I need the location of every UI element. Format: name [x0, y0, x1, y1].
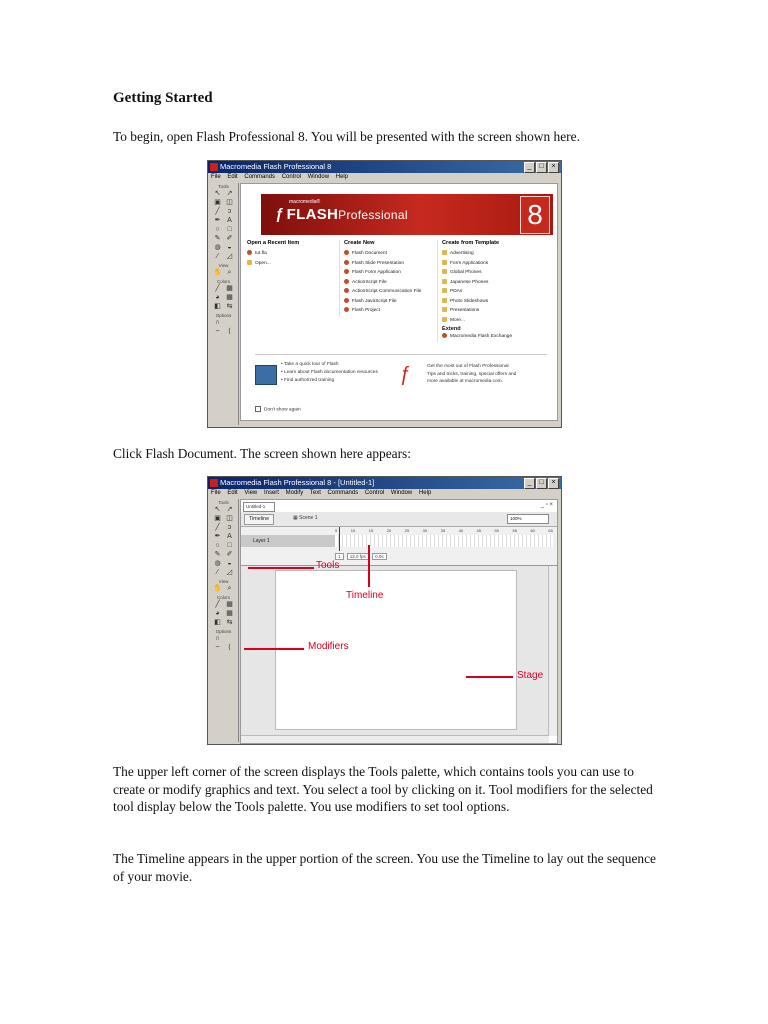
- window-controls: [524, 162, 559, 173]
- tools-arrow: [248, 567, 314, 569]
- create-flash-document[interactable]: Flash Document: [344, 249, 436, 259]
- tools-annotation: Tools: [316, 560, 340, 571]
- pen-tool-icon[interactable]: ✒: [214, 533, 221, 540]
- create-actionscript-file[interactable]: ActionScript File: [344, 278, 436, 288]
- playhead[interactable]: [339, 527, 340, 551]
- project-icon: [344, 307, 349, 312]
- free-transform-icon[interactable]: ▣: [214, 199, 221, 206]
- pencil-tool-icon[interactable]: ✎: [214, 235, 221, 242]
- flash-app-icon: [210, 479, 218, 487]
- open-recent-column: [247, 240, 333, 268]
- stroke-color-icon[interactable]: ╱: [215, 601, 220, 608]
- default-colors-icon[interactable]: ◧: [214, 619, 221, 626]
- from-template-column: [437, 240, 558, 342]
- template-item[interactable]: Global Phones: [442, 268, 558, 278]
- getmost-line: Tips and tricks, training, special offers and: [427, 371, 517, 377]
- document-tab[interactable]: Untitled-1: [243, 502, 275, 512]
- script-icon: [344, 288, 349, 293]
- document-icon: [344, 260, 349, 265]
- folder-icon: [442, 279, 447, 284]
- current-frame: 1: [335, 553, 344, 560]
- flash-app-icon: [210, 163, 218, 171]
- fill-color-icon[interactable]: ◕: [215, 610, 220, 617]
- eyedropper-icon[interactable]: ⁄: [216, 569, 219, 576]
- minimize-icon[interactable]: _: [524, 162, 535, 173]
- exchange-icon: [442, 333, 447, 338]
- menu-insert[interactable]: Insert: [263, 490, 279, 496]
- edit-bar: [241, 512, 557, 527]
- timeline-toggle-button[interactable]: Timeline: [244, 514, 274, 525]
- create-form-application[interactable]: Flash Form Application: [344, 268, 436, 278]
- stroke-color-icon[interactable]: ╱: [215, 285, 220, 292]
- hand-tool-icon[interactable]: ✋: [213, 269, 222, 276]
- line-tool-icon[interactable]: ╱: [215, 524, 220, 531]
- banner-version: 8: [520, 196, 550, 234]
- tip-link[interactable]: • Learn about Flash documentation resources: [281, 370, 378, 375]
- from-template-heading: Create from Template: [442, 240, 500, 246]
- folder-icon: [247, 260, 252, 265]
- window-titlebar: [208, 161, 561, 173]
- zoom-tool-icon[interactable]: ⌕: [227, 585, 232, 592]
- tour-icon: [255, 365, 277, 385]
- menu-control[interactable]: Control: [364, 490, 385, 496]
- window-title: Macromedia Flash Professional 8 - [Untitled-1]: [220, 478, 375, 487]
- elapsed-time: 0.0s: [372, 553, 387, 560]
- menu-help[interactable]: Help: [418, 490, 432, 496]
- start-page-footer: [255, 354, 547, 401]
- document-area: [240, 499, 558, 744]
- minimize-icon[interactable]: _: [524, 478, 535, 489]
- lasso-tool-icon[interactable]: ↄ: [227, 208, 232, 215]
- template-item[interactable]: Photo Slideshows: [442, 297, 558, 307]
- flash-banner: [261, 194, 553, 235]
- tip-link[interactable]: • Find authorized training: [281, 378, 335, 383]
- subselect-tool-icon[interactable]: ↗: [226, 190, 233, 197]
- fill-color-icon[interactable]: ◕: [215, 294, 220, 301]
- banner-flash: FLASH: [286, 206, 339, 223]
- flash-start-screenshot: [207, 160, 562, 428]
- tools-paragraph: The upper left corner of the screen displays the Tools palette, which contains tools you can use to create or modify graphics and text. You select a tool by clicking on it. Tool modifiers for the selected tool display below the Tools palette. You use modifiers to set tool options.: [113, 764, 653, 815]
- tip-link[interactable]: • Take a quick tour of Flash: [281, 362, 339, 367]
- document-close-icon[interactable]: _ ▫ ×: [540, 502, 553, 508]
- ink-bottle-icon[interactable]: ◍: [214, 560, 221, 567]
- document-icon: [344, 250, 349, 255]
- view-section-label: View: [218, 263, 229, 268]
- arrow-tool-icon[interactable]: ↖: [214, 506, 221, 513]
- frame-ruler: 5 10 15 20 25 30 35 40 45 50 55 60 65: [335, 528, 553, 533]
- modifiers-arrow: [244, 648, 304, 650]
- menu-commands[interactable]: Commands: [244, 174, 276, 180]
- flash-f-icon: ƒ: [399, 363, 411, 385]
- oval-tool-icon[interactable]: ○: [215, 226, 220, 233]
- script-icon: [344, 279, 349, 284]
- swap-colors-icon[interactable]: ⇆: [226, 619, 233, 626]
- getmost-line: more available at macromedia.com.: [427, 379, 503, 384]
- extend-heading: Extend: [442, 326, 461, 332]
- template-item[interactable]: Presentations: [442, 306, 558, 316]
- zoom-tool-icon[interactable]: ⌕: [227, 269, 232, 276]
- flash-exchange-link[interactable]: Macromedia Flash Exchange: [442, 332, 558, 342]
- recent-item[interactable]: tut.fla: [247, 249, 333, 259]
- brush-tool-icon[interactable]: ✐: [226, 551, 233, 558]
- brush-tool-icon[interactable]: ✐: [226, 235, 233, 242]
- frame-rate: 12.0 fps: [347, 553, 369, 560]
- dont-show-again[interactable]: Don't show again: [255, 406, 301, 412]
- tools-section-label: Tools: [218, 184, 229, 189]
- straighten-option-icon[interactable]: ⟨: [228, 644, 231, 651]
- paint-bucket-icon[interactable]: ◒: [227, 560, 232, 567]
- fill-swatch-icon[interactable]: ▦: [226, 294, 233, 301]
- ink-bottle-icon[interactable]: ◍: [214, 244, 221, 251]
- stroke-swatch-icon[interactable]: ▦: [226, 601, 233, 608]
- work-area: [241, 566, 557, 736]
- layer-row[interactable]: Layer 1: [241, 535, 343, 547]
- menu-window[interactable]: Window: [390, 490, 413, 496]
- timeline-panel: [241, 527, 557, 566]
- eyedropper-icon[interactable]: ⁄: [216, 253, 219, 260]
- timeline-annotation: Timeline: [346, 590, 384, 601]
- straighten-option-icon[interactable]: ⟨: [228, 328, 231, 335]
- tools-grid: [209, 189, 238, 262]
- template-item[interactable]: Advertising: [442, 249, 558, 259]
- menu-window[interactable]: Window: [307, 174, 330, 180]
- pencil-tool-icon[interactable]: ✎: [214, 551, 221, 558]
- create-javascript-file[interactable]: Flash JavaScript File: [344, 297, 436, 307]
- folder-icon: [442, 298, 447, 303]
- stroke-swatch-icon[interactable]: ▦: [226, 285, 233, 292]
- menu-modify[interactable]: Modify: [285, 490, 304, 496]
- scene-label: ▦ Scene 1: [293, 515, 318, 521]
- create-flash-project[interactable]: Flash Project: [344, 306, 436, 316]
- create-slide-presentation[interactable]: Flash Slide Presentation: [344, 259, 436, 269]
- subselect-tool-icon[interactable]: ↗: [226, 506, 233, 513]
- rect-tool-icon[interactable]: □: [227, 226, 232, 233]
- open-recent-heading: Open a Recent Item: [247, 240, 300, 246]
- zoom-select[interactable]: 100%: [507, 514, 549, 524]
- smooth-option-icon[interactable]: ~: [215, 328, 220, 335]
- click-paragraph: Click Flash Document. The screen shown here appears:: [113, 446, 411, 461]
- banner-macromedia: macromedia®: [289, 199, 321, 205]
- window-title: Macromedia Flash Professional 8: [220, 162, 332, 171]
- flash-logo-icon: ƒ: [275, 206, 284, 223]
- template-item[interactable]: PDAs: [442, 287, 558, 297]
- banner-title: [275, 206, 408, 223]
- menu-help[interactable]: Help: [335, 174, 349, 180]
- options-section-label: Options: [215, 313, 232, 318]
- flash-document-screenshot: [207, 476, 562, 745]
- default-colors-icon[interactable]: ◧: [214, 303, 221, 310]
- tools-grid: [209, 505, 238, 578]
- dont-show-checkbox[interactable]: [255, 406, 261, 412]
- menu-text[interactable]: Text: [309, 490, 321, 496]
- smooth-option-icon[interactable]: ~: [215, 644, 220, 651]
- timeline-paragraph: The Timeline appears in the upper portion of the screen. You use the Timeline to lay out the sequence of your movie.: [113, 851, 656, 884]
- folder-icon: [442, 250, 447, 255]
- start-page: [240, 183, 558, 421]
- banner-professional: Professional: [338, 208, 408, 222]
- tools-panel: [209, 183, 239, 425]
- document-icon: [344, 269, 349, 274]
- fla-file-icon: [247, 250, 252, 255]
- tools-section-label: Tools: [218, 500, 229, 505]
- text-tool-icon[interactable]: A: [227, 217, 232, 224]
- rect-tool-icon[interactable]: □: [227, 542, 232, 549]
- close-icon[interactable]: ×: [548, 162, 559, 173]
- window-titlebar: [208, 477, 561, 489]
- folder-icon: [442, 317, 447, 322]
- stage-arrow: [466, 676, 513, 678]
- menu-file[interactable]: File: [211, 490, 221, 496]
- snap-magnet-icon[interactable]: ∩: [214, 319, 221, 326]
- intro-paragraph: To begin, open Flash Professional 8. You will be presented with the screen shown here.: [113, 129, 580, 144]
- template-item[interactable]: Form Applications: [442, 259, 558, 269]
- oval-tool-icon[interactable]: ○: [215, 542, 220, 549]
- pen-tool-icon[interactable]: ✒: [214, 217, 221, 224]
- stage-annotation: Stage: [517, 670, 544, 681]
- template-item[interactable]: Japanese Phones: [442, 278, 558, 288]
- lasso-tool-icon[interactable]: ↄ: [227, 524, 232, 531]
- horizontal-scrollbar[interactable]: [241, 735, 549, 743]
- script-icon: [344, 298, 349, 303]
- colors-section-label: Colors: [216, 595, 230, 600]
- free-transform-icon[interactable]: ▣: [214, 515, 221, 522]
- menu-view[interactable]: View: [244, 490, 258, 496]
- timeline-arrow: [368, 545, 370, 587]
- menu-file[interactable]: File: [211, 174, 221, 180]
- menu-edit[interactable]: Edit: [227, 174, 238, 180]
- gradient-transform-icon[interactable]: ◫: [226, 199, 233, 206]
- menu-control[interactable]: Control: [281, 174, 302, 180]
- fill-swatch-icon[interactable]: ▦: [226, 610, 233, 617]
- open-item[interactable]: Open...: [247, 259, 333, 269]
- gradient-transform-icon[interactable]: ◫: [226, 515, 233, 522]
- create-communication-file[interactable]: ActionScript Communication File: [344, 287, 436, 297]
- menu-bar: [208, 489, 561, 498]
- arrow-tool-icon[interactable]: ↖: [214, 190, 221, 197]
- maximize-icon[interactable]: □: [536, 478, 547, 489]
- paint-bucket-icon[interactable]: ◒: [227, 244, 232, 251]
- window-controls: [524, 478, 559, 489]
- options-section-label: Options: [215, 629, 232, 634]
- create-new-heading: Create New: [344, 240, 375, 246]
- folder-icon: [442, 288, 447, 293]
- hand-tool-icon[interactable]: ✋: [213, 585, 222, 592]
- tips-list: [281, 361, 378, 385]
- scene-icon: ▦: [293, 515, 300, 521]
- start-columns: [241, 240, 557, 348]
- folder-icon: [442, 307, 447, 312]
- menu-commands[interactable]: Commands: [327, 490, 359, 496]
- getmost-line: Get the most out of Flash Professional: [427, 364, 509, 369]
- eraser-icon[interactable]: ◿: [226, 569, 233, 576]
- modifiers-annotation: Modifiers: [308, 641, 349, 652]
- template-more[interactable]: More...: [442, 316, 558, 326]
- folder-icon: [442, 269, 447, 274]
- page-heading: Getting Started: [113, 90, 213, 106]
- folder-icon: [442, 260, 447, 265]
- line-tool-icon[interactable]: ╱: [215, 208, 220, 215]
- vertical-scrollbar[interactable]: [548, 566, 557, 736]
- view-section-label: View: [218, 579, 229, 584]
- menu-bar: [208, 173, 561, 182]
- text-tool-icon[interactable]: A: [227, 533, 232, 540]
- close-icon[interactable]: ×: [548, 478, 559, 489]
- create-new-column: [339, 240, 436, 316]
- eraser-icon[interactable]: ◿: [226, 253, 233, 260]
- colors-section-label: Colors: [216, 279, 230, 284]
- maximize-icon[interactable]: □: [536, 162, 547, 173]
- menu-edit[interactable]: Edit: [227, 490, 238, 496]
- tools-panel: [209, 499, 239, 742]
- snap-magnet-icon[interactable]: ∩: [214, 635, 221, 642]
- swap-colors-icon[interactable]: ⇆: [226, 303, 233, 310]
